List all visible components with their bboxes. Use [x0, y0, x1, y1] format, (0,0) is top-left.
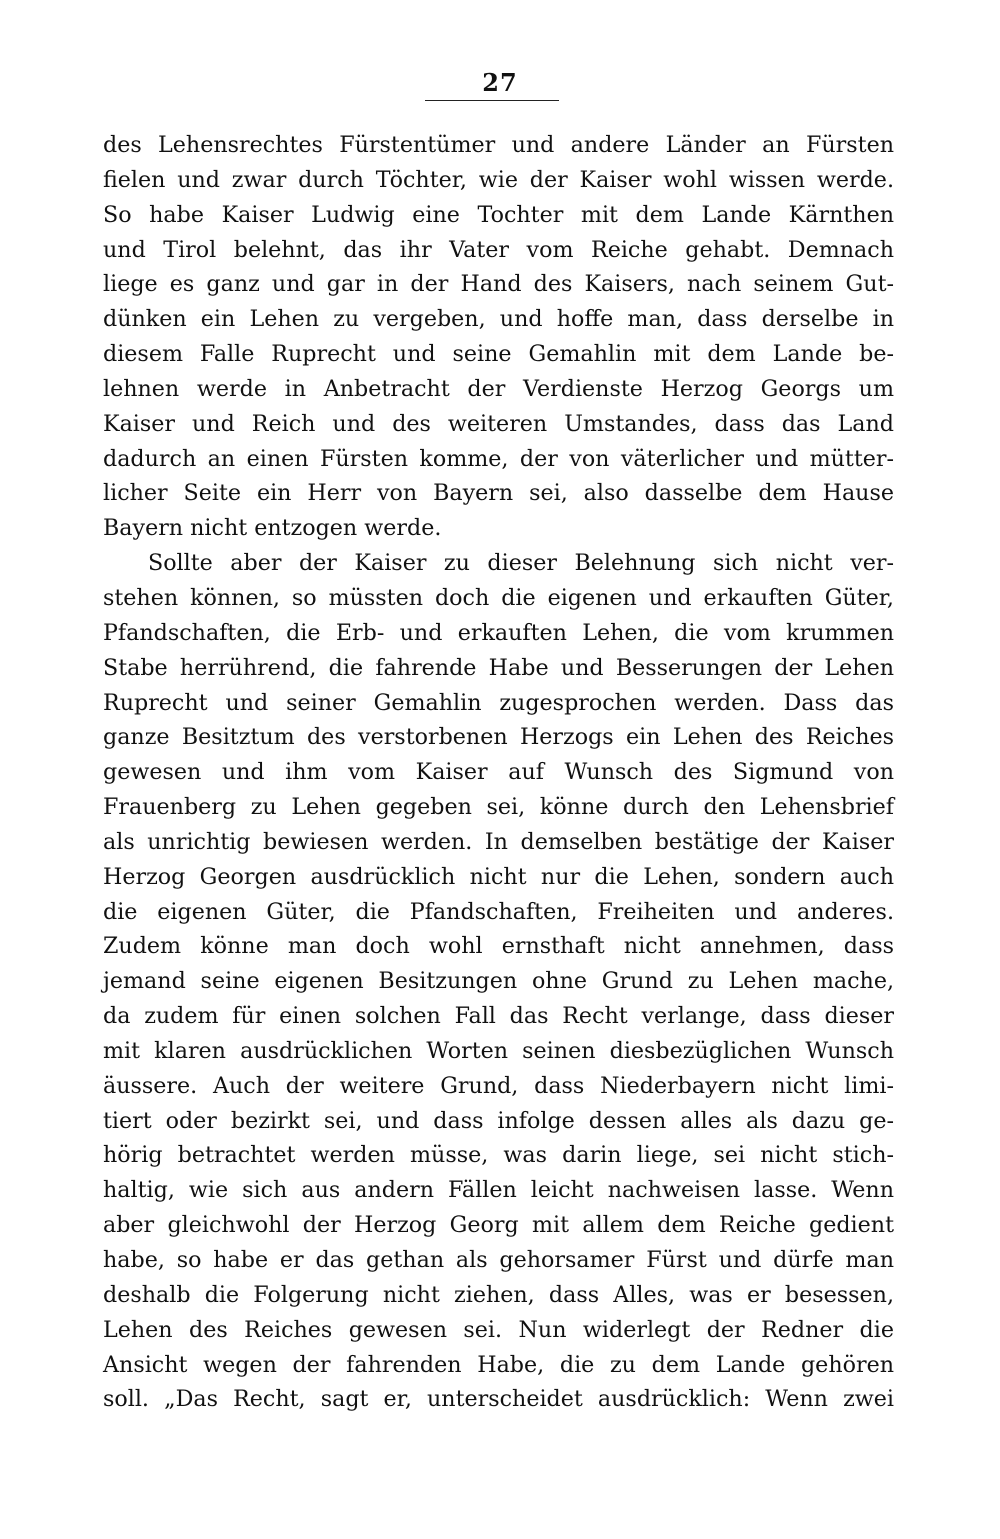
text-line: äussere. Auch der weitere Grund, dass Niederbayern nicht limi- [103, 1072, 894, 1099]
text-line: Ruprecht und seiner Gemahlin zugesprochen werden. Dass das [103, 689, 894, 716]
text-line: dünken ein Lehen zu vergeben, und hoffe man, dass derselbe in [103, 306, 894, 333]
header-rule [425, 100, 559, 101]
text-line: deshalb die Folgerung nicht ziehen, dass Alles, was er besessen, [103, 1281, 894, 1308]
text-line: Frauenberg zu Lehen gegeben sei, könne durch den Lehensbrief [103, 794, 894, 821]
text-line: aber gleichwohl der Herzog Georg mit allem dem Reiche gedient [103, 1212, 894, 1239]
text-line: Kaiser und Reich und des weiteren Umstandes, dass das Land [103, 410, 894, 437]
text-line: soll. „Das Recht, sagt er, unterscheidet ausdrücklich: Wenn zwei [103, 1386, 894, 1413]
text-line: Ansicht wegen der fahrenden Habe, die zu dem Lande gehören [103, 1351, 894, 1378]
text-line: haltig, wie sich aus andern Fällen leicht nachweisen lasse. Wenn [103, 1177, 894, 1204]
text-line: So habe Kaiser Ludwig eine Tochter mit dem Lande Kärnthen [103, 201, 894, 228]
text-line: habe, so habe er das gethan als gehorsamer Fürst und dürfe man [103, 1247, 894, 1273]
text-line: tiert oder bezirkt sei, und dass infolge dessen alles als dazu ge- [103, 1107, 894, 1134]
text-line: Bayern nicht entzogen werde. [103, 515, 442, 542]
text-line: stehen können, so müssten doch die eigenen und erkauften Güter, [103, 584, 894, 611]
body-text [103, 128, 894, 1417]
text-line: da zudem für einen solchen Fall das Recht verlange, dass dieser [103, 1003, 894, 1030]
text-line: als unrichtig bewiesen werden. In demselben bestätige der Kaiser [103, 828, 894, 855]
text-line: lehnen werde in Anbetracht der Verdienste Herzog Georgs um [103, 375, 894, 402]
text-line: fielen und zwar durch Töchter, wie der Kaiser wohl wissen werde. [103, 166, 894, 193]
text-line: diesem Falle Ruprecht und seine Gemahlin mit dem Lande be- [103, 341, 894, 368]
text-line: Lehen des Reiches gewesen sei. Nun widerlegt der Redner die [103, 1316, 894, 1343]
text-line: und Tirol belehnt, das ihr Vater vom Reiche gehabt. Demnach [103, 236, 894, 263]
text-line: ganze Besitztum des verstorbenen Herzogs ein Lehen des Reiches [103, 724, 894, 751]
page-number: 27 [482, 68, 518, 97]
text-line: des Lehensrechtes Fürstentümer und andere Länder an Fürsten [103, 132, 894, 158]
text-line: liege es ganz und gar in der Hand des Kaisers, nach seinem Gut- [103, 271, 894, 298]
text-line: Pfandschaften, die Erb- und erkauften Lehen, die vom krummen [103, 619, 894, 646]
text-line: dadurch an einen Fürsten komme, der von väterlicher und mütter- [103, 445, 894, 472]
text-line: licher Seite ein Herr von Bayern sei, also dasselbe dem Hause [103, 480, 894, 507]
text-line: mit klaren ausdrücklichen Worten seinen diesbezüglichen Wunsch [103, 1037, 894, 1064]
text-line: Zudem könne man doch wohl ernsthaft nicht annehmen, dass [103, 933, 894, 960]
text-line: Herzog Georgen ausdrücklich nicht nur die Lehen, sondern auch [103, 863, 894, 890]
text-line: Stabe herrührend, die fahrende Habe und Besserungen der Lehen [103, 654, 894, 681]
text-line: hörig betrachtet werden müsse, was darin liege, sei nicht stich- [103, 1142, 894, 1169]
text-line: die eigenen Güter, die Pfandschaften, Freiheiten und anderes. [103, 898, 894, 925]
text-line: jemand seine eigenen Besitzungen ohne Grund zu Lehen mache, [103, 968, 894, 995]
text-line: gewesen und ihm vom Kaiser auf Wunsch des Sigmund von [103, 759, 894, 786]
text-line: Sollte aber der Kaiser zu dieser Belehnung sich nicht ver- [148, 550, 894, 577]
